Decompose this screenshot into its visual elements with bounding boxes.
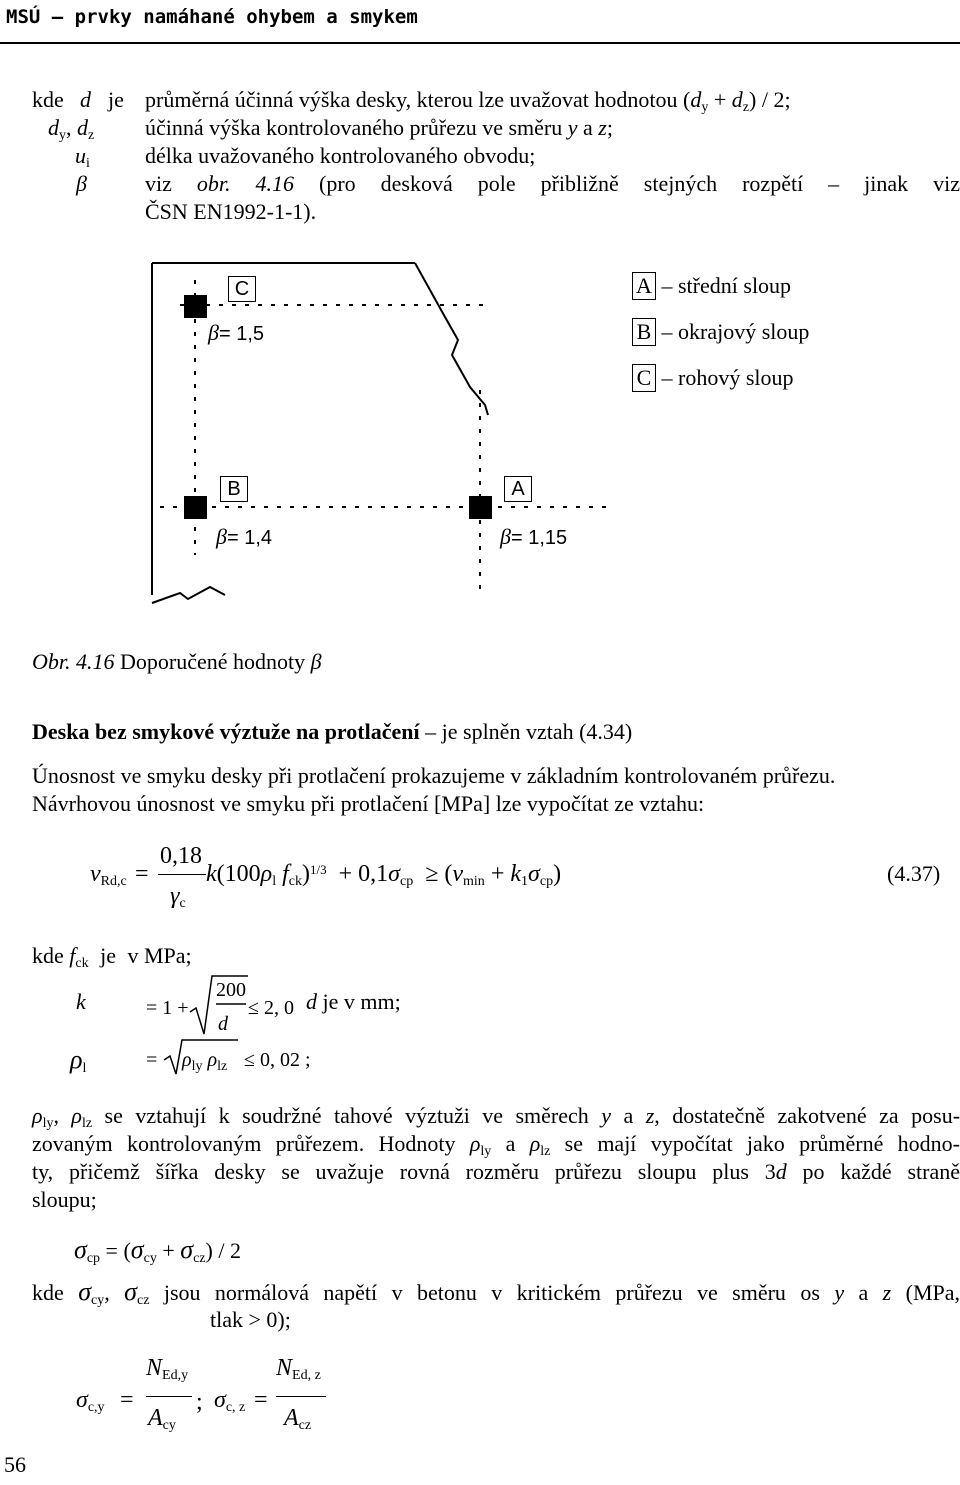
page-number: 56 (4, 1452, 26, 1477)
figure-beta-A: β= 1,15 (500, 524, 568, 549)
figure-label-A: A (504, 476, 532, 502)
legend-item-A: A – střední sloup (632, 272, 791, 300)
final-eq1: = (120, 1387, 134, 1413)
def-beta-text: viz obr. 4.16 (pro desková pole přibližně stejných rozpětí – jinak viz (145, 171, 960, 196)
figure-label-C: C (228, 276, 256, 302)
eq437-numerator: 0,18 (160, 843, 202, 869)
eq437-v: $v_{Rd,c}$ (90, 861, 127, 889)
def-k-leq: ≤ 2, 0 (248, 997, 294, 1019)
def-ui-symbol: $u_i$ (75, 143, 90, 171)
final-frac1-bar (146, 1396, 192, 1397)
para2-line4: sloupu; (32, 1187, 97, 1212)
eq437-number: (4.37) (887, 861, 941, 886)
final-ned-z: $N_{Ed, z}$ (276, 1355, 321, 1383)
def-rho-symbol: $\rho_l$ (70, 1045, 87, 1076)
column-corner-C (184, 295, 207, 318)
section-heading: Deska bez smykové výztuže na protlačení – je splněn vztah (4.34) (32, 719, 633, 744)
def-k-text: d je v mm; (306, 989, 401, 1014)
para1-line2: Návrhovou únosnost ve smyku při protlačení [MPa] lze vypočítat ze vztahu: (32, 791, 705, 816)
def-dydz-symbol: $d_y$, $d_z$ (48, 115, 95, 143)
final-semicolon: ; (196, 1389, 203, 1415)
final-eq2: = (254, 1387, 268, 1413)
def-beta-text-cont: ČSN EN1992-1-1). (145, 199, 317, 224)
def-k-symbol: k (76, 989, 86, 1014)
header-rule (0, 42, 960, 44)
def-sigma-line1: kde $\sigma_{cy}$, $\sigma_{cz}$ jsou normálová napětí v betonu v kritickém průřezu ve směru os y a z (MPa, (32, 1277, 960, 1308)
def-rho-eq: = (146, 1049, 158, 1071)
eq437-body: $k(100\rho_l$ $f_{ck})^{1/3} + 0,1\sigma_{cp} \ge (v_{min} + k_1\sigma_{cp})$ (206, 861, 562, 889)
break-line-top (415, 263, 488, 415)
final-ned-y: $N_{Ed,y}$ (146, 1355, 189, 1383)
legend-item-C: C – rohový sloup (632, 364, 794, 392)
break-line-bottom-svg (150, 585, 230, 605)
final-a-cz: $A_{cz}$ (284, 1405, 312, 1433)
def-beta-symbol: β (76, 171, 87, 196)
def-rho-leq: ≤ 0, 02 ; (244, 1049, 311, 1071)
def-fck: kde $f_{ck}$ je v MPa; (32, 943, 192, 971)
para2-line3: ty, přičemž šířka desky se uvažuje rovná rozměru průřezu sloupu plus 3d po každé straně (32, 1159, 960, 1184)
final-sigma-cy: $\sigma_{c,y}$ (76, 1387, 105, 1415)
def-d-text: průměrná účinná výška desky, kterou lze uvažovat hodnotou $(d_y + d_z) / 2$; (145, 87, 791, 115)
eq437-denominator: $\gamma_c$ (170, 883, 186, 911)
legend-item-B: B – okrajový sloup (632, 318, 809, 346)
def-d-kde: kde (32, 87, 64, 112)
def-k-eq: = 1 + (146, 997, 189, 1019)
running-header: MSÚ – prvky namáhané ohybem a smykem (6, 6, 418, 28)
column-plan-figure (140, 255, 620, 605)
final-sigma-cz: $\sigma_{c, z}$ (214, 1387, 246, 1415)
eq437-fraction-bar (158, 874, 206, 875)
def-rho-product: $\rho_{ly}$ $\rho_{lz}$ (182, 1049, 228, 1074)
def-k-den: d (218, 1013, 228, 1035)
para2-line2: zovaným kontrolovaným průřezem. Hodnoty $\rho_{ly}$ a $\rho_{lz}$ se mají vypočítat jako průměrné hodno- (32, 1131, 960, 1159)
figure-caption: Obr. 4.16 Doporučené hodnoty β (32, 649, 322, 674)
column-middle-A (469, 496, 492, 519)
para2-line1: $\rho_{ly}$, $\rho_{lz}$ se vztahují k soudržné tahové výztuži ve směrech y a z, dostatečně zakotvené za posu- (32, 1103, 960, 1131)
figure-beta-C: β= 1,5 (208, 320, 265, 345)
sigma-cp-equation: $\sigma_{cp} = (\sigma_{cy} + \sigma_{cz}) / 2$ (74, 1235, 241, 1266)
def-dydz-text: účinná výška kontrolovaného průřezu ve směru y a z; (145, 115, 613, 140)
figure-label-B: B (220, 476, 248, 502)
def-d-symbol: d (80, 87, 91, 112)
def-d-je: je (108, 87, 124, 112)
figure-beta-B: β= 1,4 (216, 524, 273, 549)
para1-line1: Únosnost ve smyku desky při protlačení prokazujeme v základním kontrolovaném průřezu. (32, 763, 836, 788)
def-sigma-line2: tlak > 0); (210, 1307, 291, 1332)
def-ui-text: délka uvažovaného kontrolovaného obvodu; (145, 143, 536, 168)
final-frac2-bar (276, 1396, 326, 1397)
final-a-cy: $A_{cy}$ (148, 1405, 176, 1433)
column-edge-B (184, 496, 207, 519)
eq437-equals: = (135, 861, 149, 887)
def-k-num: 200 (216, 979, 246, 1001)
break-line-bottom (152, 587, 225, 603)
